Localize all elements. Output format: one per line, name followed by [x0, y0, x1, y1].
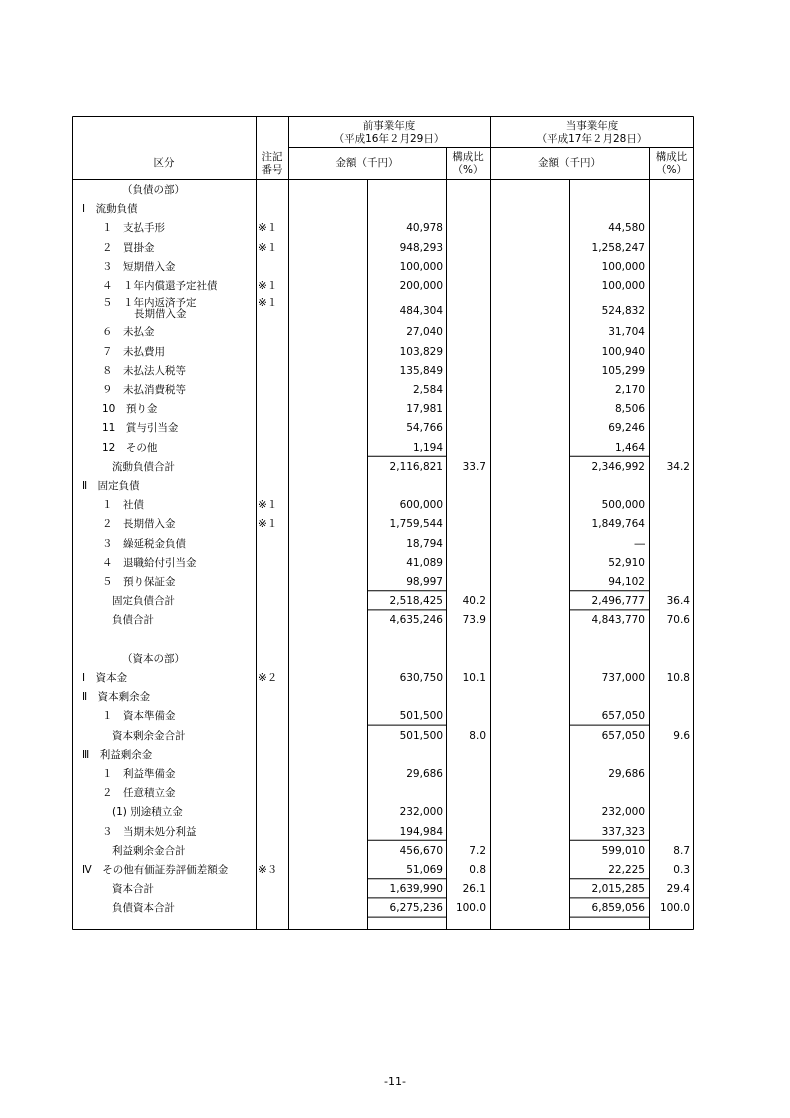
prev-breakdown-amount: 2,584 — [412, 384, 443, 396]
prev-breakdown-amount: 27,040 — [406, 326, 443, 339]
curr-breakdown-amount: 657,050 — [601, 710, 645, 723]
curr-breakdown-amount: 8,506 — [614, 403, 645, 416]
prev-breakdown-amount: 103,829 — [399, 345, 443, 358]
row-label: ３ 短期借入金 — [102, 260, 176, 273]
prev-period-title: 前事業年度 — [362, 120, 416, 132]
curr-ratio: 0.3 — [673, 864, 690, 876]
curr-ratio: 29.4 — [666, 883, 690, 896]
curr-breakdown-amount: 105,299 — [601, 364, 645, 377]
prev-breakdown-amount: 135,849 — [399, 364, 443, 377]
prev-ratio: 33.7 — [462, 460, 486, 473]
prev-breakdown-amount: 54,766 — [406, 422, 443, 435]
prev-breakdown-amount: 41,089 — [406, 556, 443, 569]
curr-breakdown-amount: 500,000 — [601, 499, 645, 512]
row-label: ４ １年内償還予定社債 — [102, 280, 218, 292]
row-label: （資本の部） — [122, 652, 185, 665]
prev-total-amount: 4,635,246 — [389, 614, 443, 627]
curr-total-amount: 4,843,770 — [591, 614, 645, 627]
curr-amount-header: 金額（千円） — [538, 157, 601, 169]
prev-ratio: 40.2 — [462, 595, 486, 608]
prev-total-amount: 630,750 — [399, 672, 443, 684]
balance-sheet-liabilities-equity — [72, 116, 694, 930]
curr-breakdown-amount: 337,323 — [601, 825, 645, 838]
row-label: 負債資本合計 — [112, 902, 175, 915]
column-header-note-2: 番号 — [261, 164, 283, 176]
row-label: 固定負債合計 — [112, 595, 175, 608]
prev-breakdown-amount: 98,997 — [406, 576, 443, 588]
row-label: 11 賞与引当金 — [102, 422, 179, 435]
prev-breakdown-amount: 600,000 — [399, 499, 443, 512]
note-ref: ※１ — [258, 241, 278, 254]
prev-ratio: 7.2 — [469, 844, 486, 857]
row-label: １ 利益準備金 — [102, 768, 176, 780]
prev-breakdown-amount: 232,000 — [399, 806, 443, 819]
row-label: １ 支払手形 — [102, 222, 165, 235]
curr-ratio: 10.8 — [666, 672, 690, 684]
row-label: ３ 繰延税金負債 — [102, 537, 186, 550]
curr-period-title: 当事業年度 — [565, 120, 619, 132]
column-header-item: 区分 — [153, 157, 175, 169]
row-label-continued: 長期借入金 — [134, 308, 187, 321]
curr-breakdown-amount: 232,000 — [601, 806, 645, 819]
prev-breakdown-amount: 1,194 — [412, 441, 443, 454]
prev-breakdown-amount: 948,293 — [399, 241, 443, 254]
curr-total-amount: 2,015,285 — [591, 883, 645, 896]
row-label: (1) 別途積立金 — [112, 806, 183, 819]
prev-ratio-header-2: （%） — [452, 164, 484, 176]
note-ref: ※３ — [258, 864, 278, 876]
row-label: ４ 退職給付引当金 — [102, 556, 197, 569]
row-label: ２ 買掛金 — [102, 241, 155, 254]
prev-total-amount: 2,116,821 — [389, 460, 443, 473]
note-ref: ※１ — [258, 297, 278, 310]
curr-ratio-header-2: （%） — [656, 164, 687, 176]
row-label: ３ 当期未処分利益 — [102, 825, 197, 838]
curr-total-amount: 2,496,777 — [591, 595, 645, 608]
row-label: ２ 任意積立金 — [102, 787, 176, 800]
curr-breakdown-amount: 524,832 — [601, 305, 645, 318]
prev-ratio: 100.0 — [455, 902, 486, 915]
prev-breakdown-amount: 40,978 — [406, 222, 443, 235]
curr-period-date: （平成17年２月28日） — [536, 133, 648, 145]
curr-breakdown-amount: ― — [634, 537, 645, 550]
curr-ratio: 34.2 — [666, 460, 690, 473]
curr-breakdown-amount: 31,704 — [608, 326, 645, 339]
curr-breakdown-amount: 2,170 — [614, 384, 645, 396]
curr-breakdown-amount: 1,258,247 — [591, 241, 645, 254]
curr-breakdown-amount: 100,000 — [601, 280, 645, 292]
curr-total-amount: 737,000 — [601, 672, 645, 684]
row-label: 資本剰余金合計 — [112, 729, 186, 742]
row-label: 流動負債合計 — [112, 460, 175, 473]
curr-breakdown-amount: 100,000 — [601, 260, 645, 273]
prev-period-date: （平成16年２月29日） — [333, 133, 445, 145]
note-ref: ※１ — [258, 280, 278, 292]
note-ref: ※１ — [258, 222, 278, 235]
prev-breakdown-amount: 18,794 — [406, 537, 443, 550]
page-number: -11- — [384, 1075, 406, 1088]
curr-total-amount: 6,859,056 — [591, 902, 645, 915]
curr-ratio: 36.4 — [666, 595, 690, 608]
row-label: （負債の部） — [122, 184, 185, 196]
row-label: ２ 長期借入金 — [102, 518, 176, 531]
curr-breakdown-amount: 1,464 — [614, 441, 645, 454]
curr-total-amount: 599,010 — [601, 844, 645, 857]
row-label: 10 預り金 — [102, 403, 158, 416]
row-label: Ⅳ その他有価証券評価差額金 — [82, 864, 229, 876]
curr-breakdown-amount: 100,940 — [601, 345, 645, 358]
note-ref: ※１ — [258, 499, 278, 512]
prev-total-amount: 51,069 — [406, 864, 443, 876]
curr-breakdown-amount: 69,246 — [608, 422, 645, 435]
prev-total-amount: 2,518,425 — [389, 595, 443, 608]
prev-ratio: 8.0 — [469, 729, 486, 742]
curr-breakdown-amount: 94,102 — [608, 576, 645, 588]
column-header-note: 注記 — [261, 151, 283, 163]
prev-breakdown-amount: 29,686 — [406, 768, 443, 780]
prev-ratio: 26.1 — [462, 883, 486, 896]
curr-total-amount: 22,225 — [608, 864, 645, 876]
curr-total-amount: 2,346,992 — [591, 460, 645, 473]
prev-amount-header: 金額（千円） — [335, 157, 399, 169]
prev-ratio: 73.9 — [462, 614, 486, 627]
row-label: ９ 未払消費税等 — [102, 384, 186, 396]
row-label: ８ 未払法人税等 — [102, 364, 186, 377]
row-label: 負債合計 — [112, 614, 154, 627]
curr-ratio: 70.6 — [666, 614, 690, 627]
prev-total-amount: 1,639,990 — [389, 883, 443, 896]
row-label: 資本合計 — [112, 883, 154, 896]
curr-breakdown-amount: 44,580 — [608, 222, 645, 235]
curr-breakdown-amount: 1,849,764 — [591, 518, 645, 531]
row-label: ６ 未払金 — [102, 326, 155, 339]
curr-total-amount: 657,050 — [601, 729, 645, 742]
curr-ratio-header: 構成比 — [655, 151, 688, 163]
curr-ratio: 100.0 — [659, 902, 690, 915]
curr-breakdown-amount: 52,910 — [608, 556, 645, 569]
note-ref: ※２ — [258, 672, 278, 684]
row-label: Ⅲ 利益剰余金 — [82, 748, 153, 761]
prev-breakdown-amount: 501,500 — [399, 710, 443, 723]
row-label: 12 その他 — [102, 441, 158, 454]
row-label: Ⅰ 資本金 — [82, 672, 128, 684]
row-label: Ⅰ 流動負債 — [82, 203, 138, 216]
row-label: Ⅱ 資本剰余金 — [82, 691, 151, 704]
prev-breakdown-amount: 17,981 — [406, 403, 443, 416]
row-label: 利益剰余金合計 — [112, 844, 186, 857]
prev-breakdown-amount: 200,000 — [399, 280, 443, 292]
row-label: Ⅱ 固定負債 — [82, 480, 140, 492]
row-label: ５ １年内返済予定 — [102, 297, 197, 310]
prev-breakdown-amount: 1,759,544 — [389, 518, 443, 531]
prev-ratio-header: 構成比 — [452, 151, 484, 163]
prev-total-amount: 456,670 — [399, 844, 443, 857]
prev-total-amount: 6,275,236 — [389, 902, 443, 915]
row-label: １ 資本準備金 — [102, 710, 176, 723]
prev-total-amount: 501,500 — [399, 729, 443, 742]
row-label: ５ 預り保証金 — [102, 576, 176, 588]
prev-breakdown-amount: 100,000 — [399, 260, 443, 273]
prev-ratio: 10.1 — [462, 672, 486, 684]
row-label: １ 社債 — [102, 499, 144, 512]
row-label: ７ 未払費用 — [102, 345, 165, 358]
curr-ratio: 9.6 — [673, 729, 690, 742]
note-ref: ※１ — [258, 518, 278, 531]
curr-breakdown-amount: 29,686 — [608, 768, 645, 780]
prev-breakdown-amount: 484,304 — [399, 305, 443, 318]
prev-ratio: 0.8 — [469, 864, 486, 876]
curr-ratio: 8.7 — [673, 844, 690, 857]
prev-breakdown-amount: 194,984 — [399, 825, 443, 838]
